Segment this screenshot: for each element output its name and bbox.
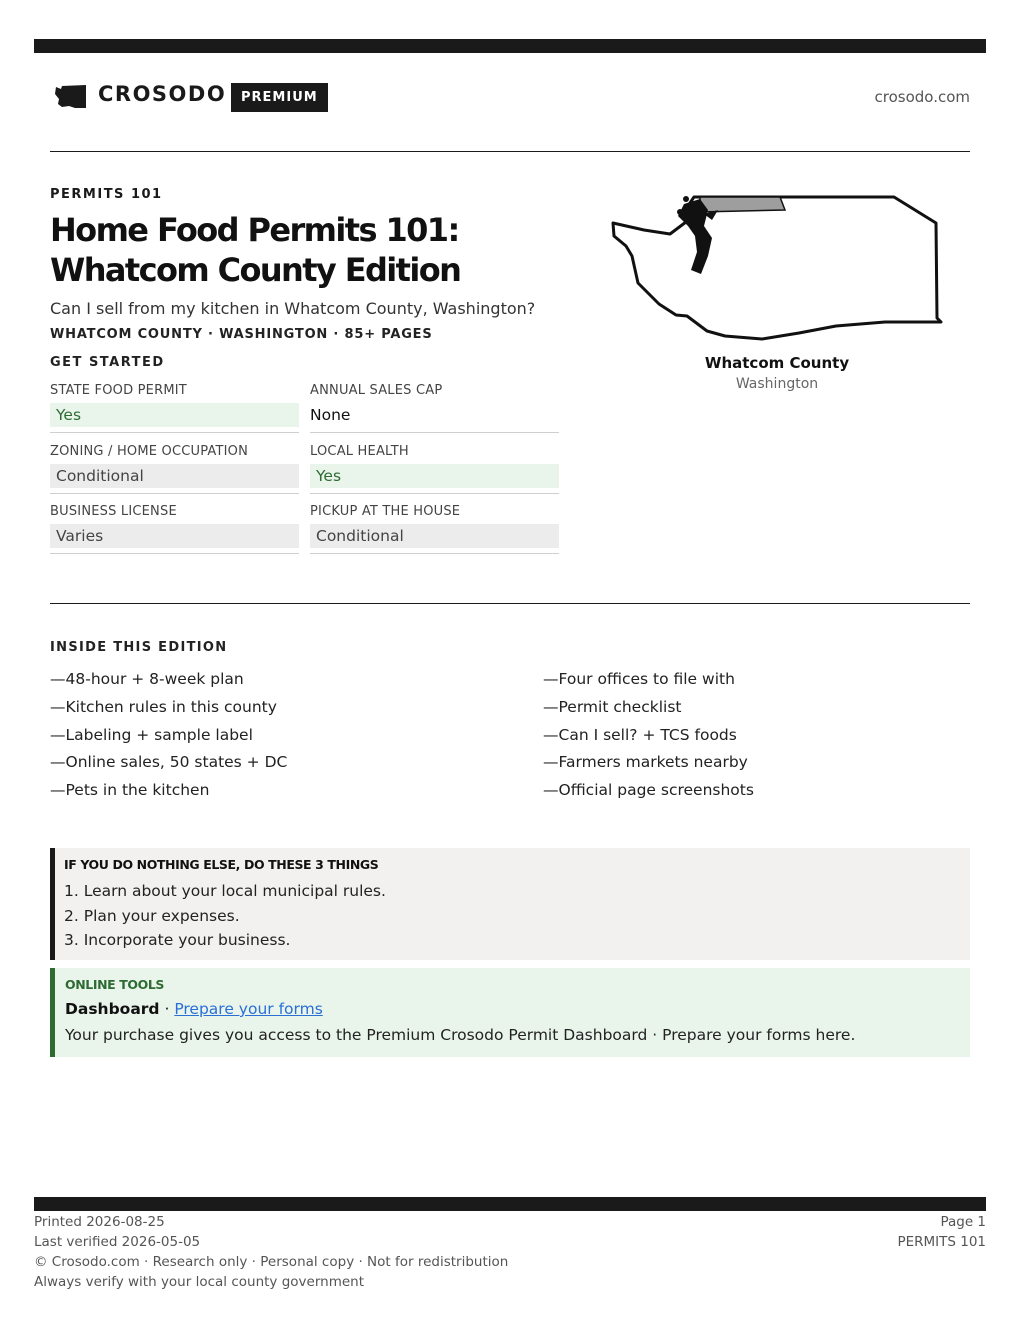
map-county-name: Whatcom County <box>704 354 850 372</box>
summary-cell-value: Yes <box>50 403 299 427</box>
summary-cell-zoning <box>50 444 299 494</box>
summary-cell-value: None <box>310 406 351 424</box>
summary-cell-label: LOCAL HEALTH <box>310 444 409 459</box>
premium-badge: PREMIUM <box>231 83 328 112</box>
toc-right-column <box>543 666 754 805</box>
top-bar <box>34 39 986 53</box>
callout-title: IF YOU DO NOTHING ELSE, DO THESE 3 THINGS <box>64 857 379 872</box>
toc-left-column <box>50 666 287 805</box>
get-started-label: GET STARTED <box>50 355 165 370</box>
header-divider <box>50 151 970 152</box>
footer-section: PERMITS 101 <box>897 1234 986 1250</box>
callout-item: 2. Plan your expenses. <box>64 906 240 925</box>
toc-item: —Official page screenshots <box>543 781 754 800</box>
summary-cell-label: BUSINESS LICENSE <box>50 504 177 519</box>
three-things-callout <box>50 848 970 960</box>
toc-item: —Permit checklist <box>543 697 682 716</box>
separator: · <box>159 1000 175 1018</box>
toc-item: —Labeling + sample label <box>50 725 253 744</box>
toc-item: —Farmers markets nearby <box>543 753 748 772</box>
dashboard-label: Dashboard <box>65 1000 160 1018</box>
edition-meta: WHATCOM COUNTY · WASHINGTON · 85+ PAGES <box>50 327 433 342</box>
summary-cell-local-health <box>310 444 559 494</box>
online-tools-links <box>65 1000 323 1018</box>
bottom-bar <box>34 1197 986 1211</box>
prepare-forms-link[interactable]: Prepare your forms <box>174 1000 323 1018</box>
section-divider <box>50 603 970 604</box>
toc-item: —Four offices to file with <box>543 670 735 688</box>
toc-item: —48-hour + 8-week plan <box>50 670 244 688</box>
summary-cell-value: Varies <box>50 524 299 548</box>
summary-cell-label: PICKUP AT THE HOUSE <box>310 504 461 519</box>
header <box>50 80 970 114</box>
copyright-notice: © Crosodo.com · Research only · Personal copy · Not for redistribution <box>34 1254 509 1270</box>
brand-name[interactable]: CROSODO <box>98 82 227 106</box>
summary-cell-value: Yes <box>310 464 559 488</box>
page-subtitle: Can I sell from my kitchen in Whatcom County, Washington? <box>50 299 536 318</box>
title-line-2: Whatcom County Edition <box>50 251 461 289</box>
footer-left <box>34 1212 508 1292</box>
page-number: Page 1 <box>940 1214 986 1230</box>
map-state-name: Washington <box>735 376 819 392</box>
section-eyebrow: PERMITS 101 <box>50 187 163 202</box>
verify-note: Always verify with your local county government <box>34 1274 364 1290</box>
online-tools-callout <box>50 968 970 1057</box>
whatcom-county-highlight <box>700 197 785 212</box>
summary-cell-state-food-permit <box>50 383 299 433</box>
summary-cell-value: Conditional <box>50 464 299 488</box>
toc-item: —Pets in the kitchen <box>50 781 210 800</box>
summary-cell-annual-sales-cap <box>310 383 559 433</box>
page-title <box>50 210 590 290</box>
inside-edition-label: INSIDE THIS EDITION <box>50 640 228 655</box>
summary-cell-label: STATE FOOD PERMIT <box>50 383 187 398</box>
summary-cell-label: ZONING / HOME OCCUPATION <box>50 444 249 459</box>
washington-outline <box>613 197 941 339</box>
printed-date: Printed 2026-08-25 <box>34 1214 165 1230</box>
footer-right <box>897 1212 986 1252</box>
callout-list <box>64 879 386 953</box>
washington-state-icon <box>53 84 87 110</box>
summary-cell-business-license <box>50 504 299 554</box>
summary-cell-label: ANNUAL SALES CAP <box>310 383 443 398</box>
washington-map <box>608 190 948 346</box>
toc-item: —Kitchen rules in this county <box>50 697 277 716</box>
online-tools-body: Your purchase gives you access to the Premium Crosodo Permit Dashboard · Prepare your forms here. <box>65 1026 856 1044</box>
summary-cell-value: Conditional <box>310 524 559 548</box>
toc-item: —Online sales, 50 states + DC <box>50 753 288 772</box>
verified-date: Last verified 2026-05-05 <box>34 1234 201 1250</box>
callout-item: 3. Incorporate your business. <box>64 931 291 949</box>
callout-item: 1. Learn about your local municipal rules. <box>64 882 386 900</box>
toc-item: —Can I sell? + TCS foods <box>543 725 737 744</box>
online-tools-title: ONLINE TOOLS <box>65 977 165 992</box>
summary-cell-pickup <box>310 504 559 554</box>
title-line-1: Home Food Permits 101: <box>50 211 459 249</box>
site-url[interactable]: crosodo.com <box>874 88 970 106</box>
